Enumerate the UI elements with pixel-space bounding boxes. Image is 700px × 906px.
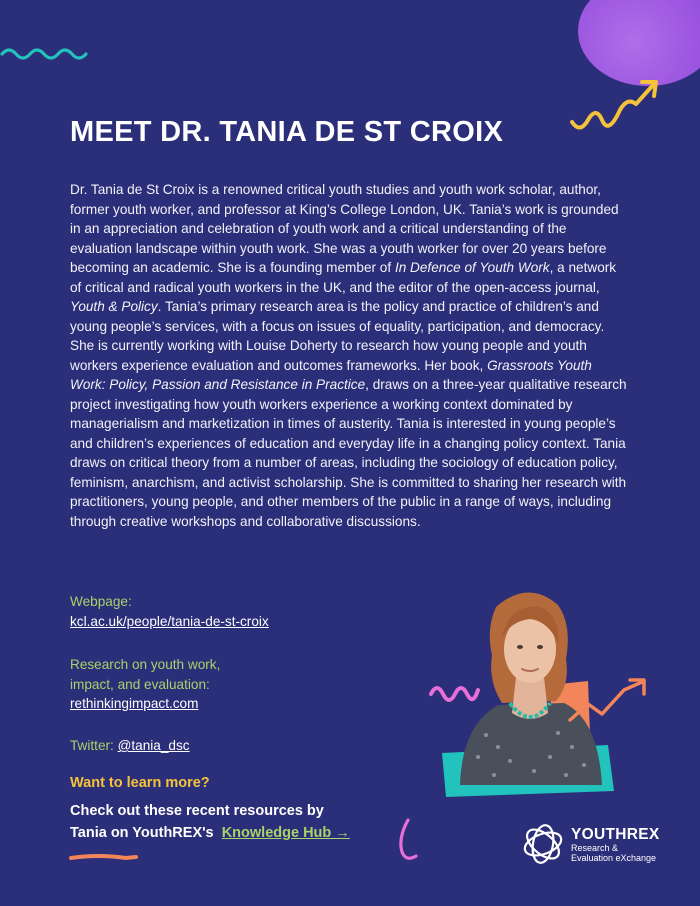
bio-text: Dr. Tania de St Croix is a renowned critical youth studies and youth work scholar, author, former youth worker, and professor at King’s College London, UK. Tania’s work is grounded in an appreciation and celebration of youth work and a critical understanding of the evaluation landscape within youth work. She was a youth worker for over 20 years before becoming an academic. She is a founding member of — [70, 182, 619, 275]
yellow-squiggle-arrow-decoration — [566, 70, 666, 140]
bio-italic-title: Grassroots Youth Work: Policy, Passion and Resistance in Practice — [70, 357, 592, 392]
webpage-link[interactable]: kcl.ac.uk/people/tania-de-st-croix — [70, 613, 269, 629]
research-link[interactable]: rethinkingimpact.com — [70, 696, 199, 711]
research-block — [70, 655, 220, 714]
youthrex-logo — [571, 826, 660, 863]
research-label-line1: Research on youth work, — [70, 657, 221, 672]
logo-name: YOUTHREX — [571, 826, 660, 843]
logo-subtitle-line1: Research & — [571, 843, 619, 853]
twitter-handle-link[interactable]: @tania_dsc — [117, 738, 190, 753]
webpage-block — [70, 592, 269, 631]
learn-more-heading: Want to learn more? — [70, 775, 210, 791]
cta-line2-prefix: Tania on YouthREX's — [70, 825, 214, 841]
page-title: MEET DR. TANIA DE ST CROIX — [70, 116, 504, 148]
knowledge-hub-link[interactable]: Knowledge Hub → — [221, 825, 350, 841]
bio-italic-title: Youth & Policy — [70, 299, 158, 314]
cta-block — [70, 800, 350, 844]
twitter-block — [70, 736, 190, 756]
bio-paragraph — [70, 180, 630, 531]
pink-curl-decoration — [394, 816, 424, 864]
logo-subtitle-line2: Evaluation eXchange — [571, 853, 657, 863]
orange-trend-arrow-decoration — [566, 676, 656, 726]
bio-italic-title: In Defence of Youth Work — [394, 260, 550, 275]
youthrex-logo-icon — [521, 822, 565, 866]
pink-zigzag-decoration — [428, 680, 480, 702]
cta-line1: Check out these recent resources by — [70, 803, 324, 819]
bio-text: . Tania’s primary research area is the policy and practice of children’s and young people’s services, with a focus on issues of equality, participation, and democracy. She is currently working with Louise Doherty to research how young people and youth workers experience evaluation and outcomes frameworks. Her book, — [70, 299, 605, 373]
webpage-label: Webpage: — [70, 594, 132, 609]
orange-brush-stroke-decoration — [68, 852, 140, 864]
twitter-label: Twitter: — [70, 738, 114, 753]
teal-squiggle-decoration — [0, 44, 92, 60]
bio-text: , draws on a three-year qualitative research project investigating how youth workers experience a working context dominated by managerialism and marketization in times of austerity. Tania is interested in young people’s and children’s experiences of education and everyday life in a changing policy context. Tania draws on critical theory from a number of areas, including the sociology of education policy, feminism, anarchism, and activist scholarship. She is committed to sharing her research with practitioners, young people, and other members of the public in a range of ways, including through creative workshops and collaborative discussions. — [70, 377, 627, 529]
bio-text: , a network of critical and radical youth workers in the UK, and the editor of the open-access journal, — [70, 260, 617, 295]
research-label-line2: impact, and evaluation: — [70, 676, 210, 692]
